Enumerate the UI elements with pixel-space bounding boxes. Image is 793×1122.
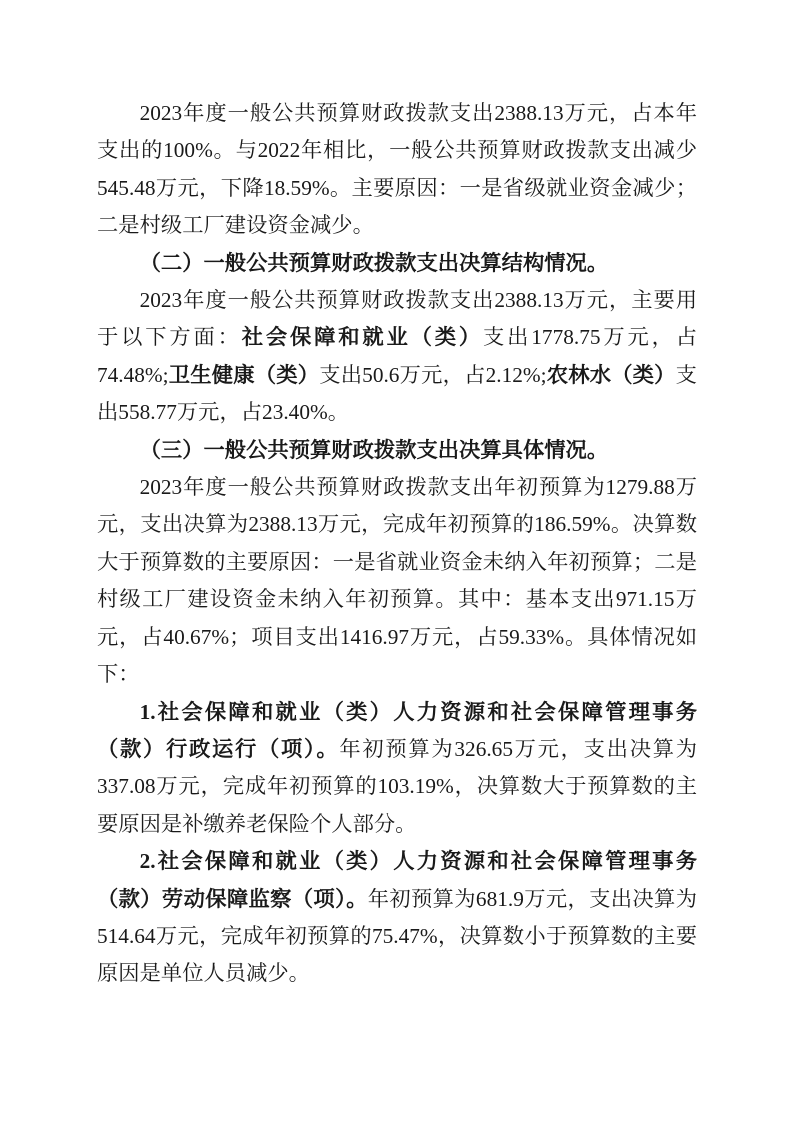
text-run-bold: 农林水（类） <box>546 362 676 387</box>
text-run: 2023年度一般公共预算财政拨款支出年初预算为1279.88万元，支出决算为2388.13万元，完成年初预算的186.59%。决算数大于预算数的主要原因：一是省就业资金未纳入年初预算；二是村级工厂建设资金未纳入年初预算。其中：基本支出971.15万元，占40.67%；项目支出1416.97万元，占59.33%。具体情况如下： <box>97 475 697 687</box>
paragraph-item-2 <box>97 843 697 993</box>
text-run: 2023年度一般公共预算财政拨款支出2388.13万元，占本年支出的100%。与2022年相比，一般公共预算财政拨款支出减少545.48万元，下降18.59%。主要原因：一是省级就业资金减少；二是村级工厂建设资金减少。 <box>97 101 697 238</box>
paragraph-detail-overview <box>97 469 697 693</box>
section-heading-3 <box>97 432 697 469</box>
text-run-bold: 1.社会保障和就业（类）人力资源和社会保障管理事务（款）行政运行（项）。 <box>97 699 697 761</box>
text-run: 支出558.77万元，占23.40%。 <box>97 362 697 425</box>
text-run: 年初预算为681.9万元，支出决算为514.64万元，完成年初预算的75.47%，决算数小于预算数的主要原因是单位人员减少。 <box>97 886 697 986</box>
text-run-bold: （三）一般公共预算财政拨款支出决算具体情况。 <box>139 437 609 462</box>
text-run: 2023年度一般公共预算财政拨款支出2388.13万元，主要用于以下方面： <box>97 288 697 350</box>
text-run-bold: （二）一般公共预算财政拨款支出决算结构情况。 <box>139 250 609 275</box>
text-run-bold: 2.社会保障和就业（类）人力资源和社会保障管理事务（款）劳动保障监察（项）。 <box>97 849 697 911</box>
text-run-bold: 卫生健康（类） <box>168 362 320 387</box>
paragraph-item-1 <box>97 694 697 844</box>
text-run-bold: 社会保障和就业（类） <box>241 325 484 350</box>
paragraph-structure <box>97 282 697 432</box>
text-run: 支出50.6万元，占2.12%; <box>319 362 547 387</box>
text-run: 年初预算为326.65万元，支出决算为337.08万元，完成年初预算的103.19%，决算数大于预算数的主要原因是补缴养老保险个人部分。 <box>97 736 697 836</box>
document-body <box>97 95 697 993</box>
paragraph-intro <box>97 95 697 245</box>
section-heading-2 <box>97 245 697 282</box>
text-run: 支出1778.75万元，占74.48%; <box>97 325 697 387</box>
